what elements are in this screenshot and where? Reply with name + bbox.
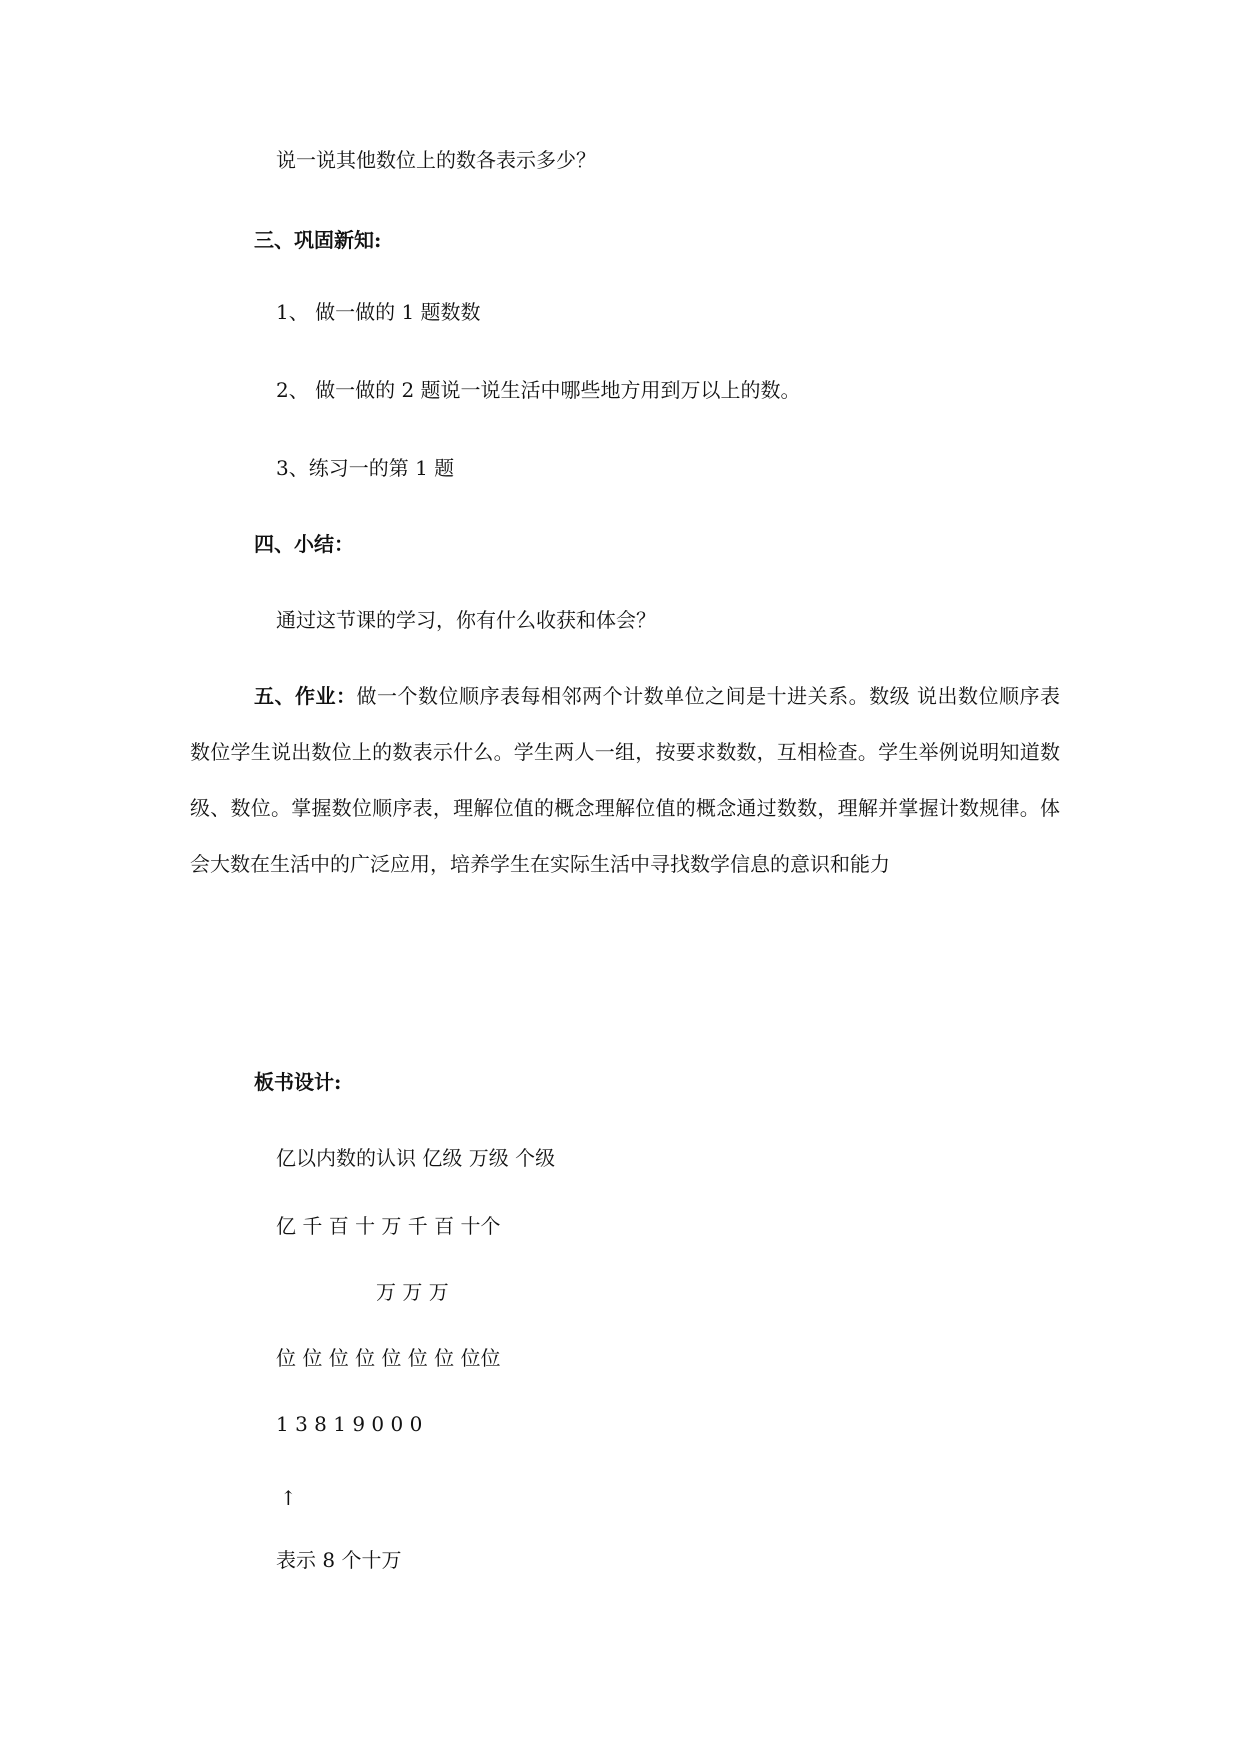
exercise-item-2: 2、 做一做的 2 题说一说生活中哪些地方用到万以上的数。 <box>276 378 801 402</box>
board-line-wei: 位 位 位 位 位 位 位 位位 <box>276 1346 501 1370</box>
board-line-place-names: 亿 千 百 十 万 千 百 十个 <box>276 1214 501 1238</box>
board-line-meaning: 表示 8 个十万 <box>276 1548 402 1572</box>
heading-board-design: 板书设计: <box>254 1070 342 1094</box>
heading-summary: 四、小结： <box>254 532 354 556</box>
heading-consolidate: 三、巩固新知: <box>254 228 382 252</box>
heading-homework: 五、作业： <box>254 684 357 708</box>
up-arrow-icon: ↑ <box>280 1486 297 1510</box>
homework-text: 做一个数位顺序表每相邻两个计数单位之间是十进关系。数级 说出数位顺序表数位学生说出数位上的数表示什么。学生两人一组，按要求数数，互相检查。学生举例说明知道数级、数位。掌握数位顺序表，理解位值的概念理解位值的概念通过数数，理解并掌握计数规律。体会大数在生活中的广泛应用，培养学生在实际生活中寻找数学信息的意识和能力 <box>190 684 1061 876</box>
board-line-digits: 1 3 8 1 9 0 0 0 <box>276 1412 423 1436</box>
exercise-item-1: 1、 做一做的 1 题数数 <box>276 300 481 324</box>
board-line-wan: 万 万 万 <box>376 1280 449 1304</box>
summary-question: 通过这节课的学习，你有什么收获和体会？ <box>276 608 656 632</box>
homework-paragraph <box>190 668 1060 892</box>
board-line-title: 亿以内数的认识 亿级 万级 个级 <box>276 1146 556 1170</box>
question-line: 说一说其他数位上的数各表示多少？ <box>276 148 596 172</box>
exercise-item-3: 3、练习一的第 1 题 <box>276 456 455 480</box>
